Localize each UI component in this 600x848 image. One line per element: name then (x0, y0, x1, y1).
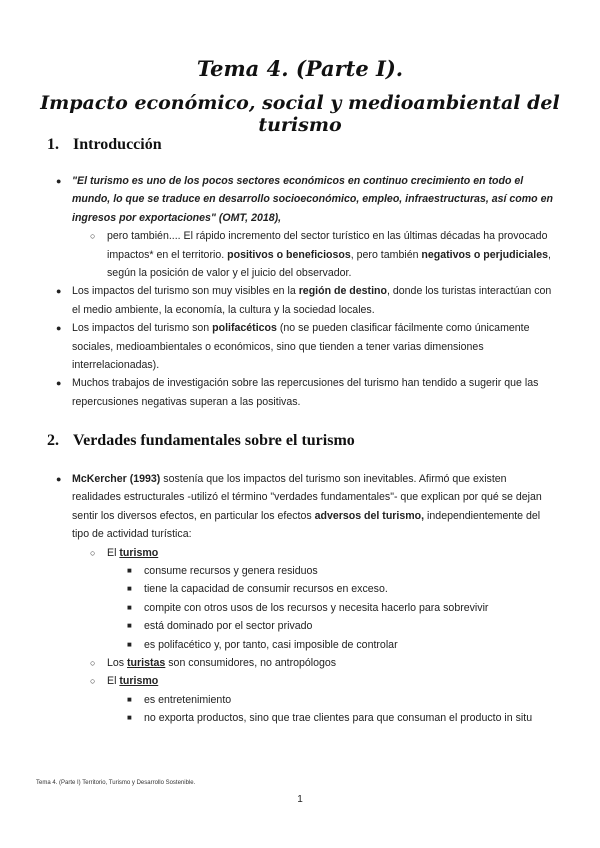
underlined-text: turismo (119, 546, 159, 559)
section-heading-1 (47, 136, 162, 154)
underlined-text: turismo (119, 675, 159, 688)
sub-sub-list-item (0, 709, 600, 727)
circle-bullet-icon: ○ (90, 676, 96, 687)
list-item (0, 470, 600, 544)
text-run: Los impactos del turismo son (72, 322, 213, 335)
text-run: son consumidores, no antropólogos (165, 657, 337, 670)
text-run: consume recursos y genera residuos (144, 565, 318, 578)
page-number: 1 (297, 794, 303, 805)
text-run: Los impactos del turismo son muy visibles en la (72, 285, 299, 298)
bold-text: adversos del turismo, (314, 509, 425, 522)
text-run: tiene la capacidad de consumir recursos en exceso. (144, 583, 388, 596)
sub-list-item (0, 227, 600, 282)
text-run: está dominado por el sector privado (144, 620, 313, 633)
text-run: (no se pueden clasificar fácilmente como únicamente sociales, medioambientales o económicos, sino que tienden a tener varias dimensiones interrelacionadas). (72, 322, 530, 372)
text-run: , pero también (350, 248, 422, 261)
square-bullet-icon: ■ (127, 639, 132, 649)
sub-sub-list-item (0, 562, 600, 580)
verdades-list (0, 470, 600, 728)
document-subtitle: Impacto económico, social y medioambiental del turismo (40, 92, 560, 136)
circle-bullet-icon: ○ (90, 231, 96, 242)
bullet-icon: ● (56, 474, 62, 484)
sub-list-item (0, 672, 600, 690)
sub-sub-list-item (0, 691, 600, 709)
underlined-text: turistas (127, 657, 166, 670)
omt-quote: "El turismo es uno de los pocos sectores económicos en continuo crecimiento en todo el mundo, lo que se traduce en desarrollo socioeconómico, empleo, infraestructuras, así como en ingresos por exportaciones" (OMT, 2018), (72, 175, 553, 224)
circle-bullet-icon: ○ (90, 658, 96, 669)
bullet-icon: ● (56, 176, 62, 186)
section-heading-2 (47, 432, 355, 450)
text-run: Muchos trabajos de investigación sobre las repercusiones del turismo han tendido a sugerir que las repercusiones negativas superan a las positivas. (72, 377, 539, 408)
section-number: 2. (47, 432, 59, 449)
text-run: independientemente del tipo de actividad turística: (72, 509, 541, 541)
list-item (0, 319, 600, 374)
list-item (0, 374, 600, 411)
square-bullet-icon: ■ (127, 584, 132, 594)
text-run: El (107, 675, 120, 688)
square-bullet-icon: ■ (127, 713, 132, 723)
text-run: compite con otros usos de los recursos y necesita hacerlo para sobrevivir (144, 601, 489, 614)
square-bullet-icon: ■ (127, 602, 132, 612)
sub-list-item (0, 654, 600, 672)
square-bullet-icon: ■ (127, 621, 132, 631)
text-run: El (107, 546, 120, 559)
bold-text: polifacéticos (212, 322, 277, 335)
text-run: , según la posición de valor y el juicio del observador. (107, 248, 551, 280)
text-run: sostenía que los impactos del turismo son inevitables. Afirmó que existen realidades estructurales -utilizó el término "verdades fundamentales"- que explican por qué se dejan sentir los diversos efectos, en particular los efectos (72, 473, 542, 522)
document-title: Tema 4. (Parte I). (196, 56, 404, 81)
text-run: no exporta productos, sino que trae clientes para que consuman el producto in situ (144, 712, 533, 725)
text-run: es entretenimiento (144, 693, 232, 706)
bold-text: McKercher (1993) (72, 473, 161, 485)
text-run: es polifacético y, por tanto, casi imposible de controlar (144, 638, 398, 651)
text-run: , donde los turistas interactúan con el medio ambiente, la economía, la cultura y la sociedad locales. (72, 285, 552, 316)
section-title: Verdades fundamentales sobre el turismo (73, 432, 355, 449)
bullet-icon: ● (56, 378, 62, 389)
sub-sub-list-item (0, 599, 600, 617)
bullet-icon: ● (56, 286, 62, 297)
sub-list-item (0, 544, 600, 562)
square-bullet-icon: ■ (127, 566, 132, 576)
text-run: Los (107, 657, 128, 670)
list-item (0, 172, 600, 227)
section-number: 1. (47, 136, 59, 153)
bold-text: región de destino (298, 285, 387, 298)
circle-bullet-icon: ○ (90, 547, 96, 558)
page-footer: Tema 4. (Parte I) Territorio, Turismo y Desarrollo Sostenible. (36, 780, 196, 786)
list-item (0, 282, 600, 319)
sub-sub-list-item (0, 636, 600, 654)
bold-text: negativos o perjudiciales (421, 248, 548, 261)
section-title: Introducción (73, 136, 162, 153)
sub-sub-list-item (0, 617, 600, 635)
bold-text: positivos o beneficiosos (227, 248, 351, 261)
square-bullet-icon: ■ (127, 694, 132, 704)
text-run: pero también.... El rápido incremento del sector turístico en las últimas décadas ha provocado impactos* en el territorio. (107, 230, 548, 261)
bullet-icon: ● (56, 323, 62, 334)
intro-list (0, 172, 600, 411)
sub-sub-list-item (0, 580, 600, 598)
